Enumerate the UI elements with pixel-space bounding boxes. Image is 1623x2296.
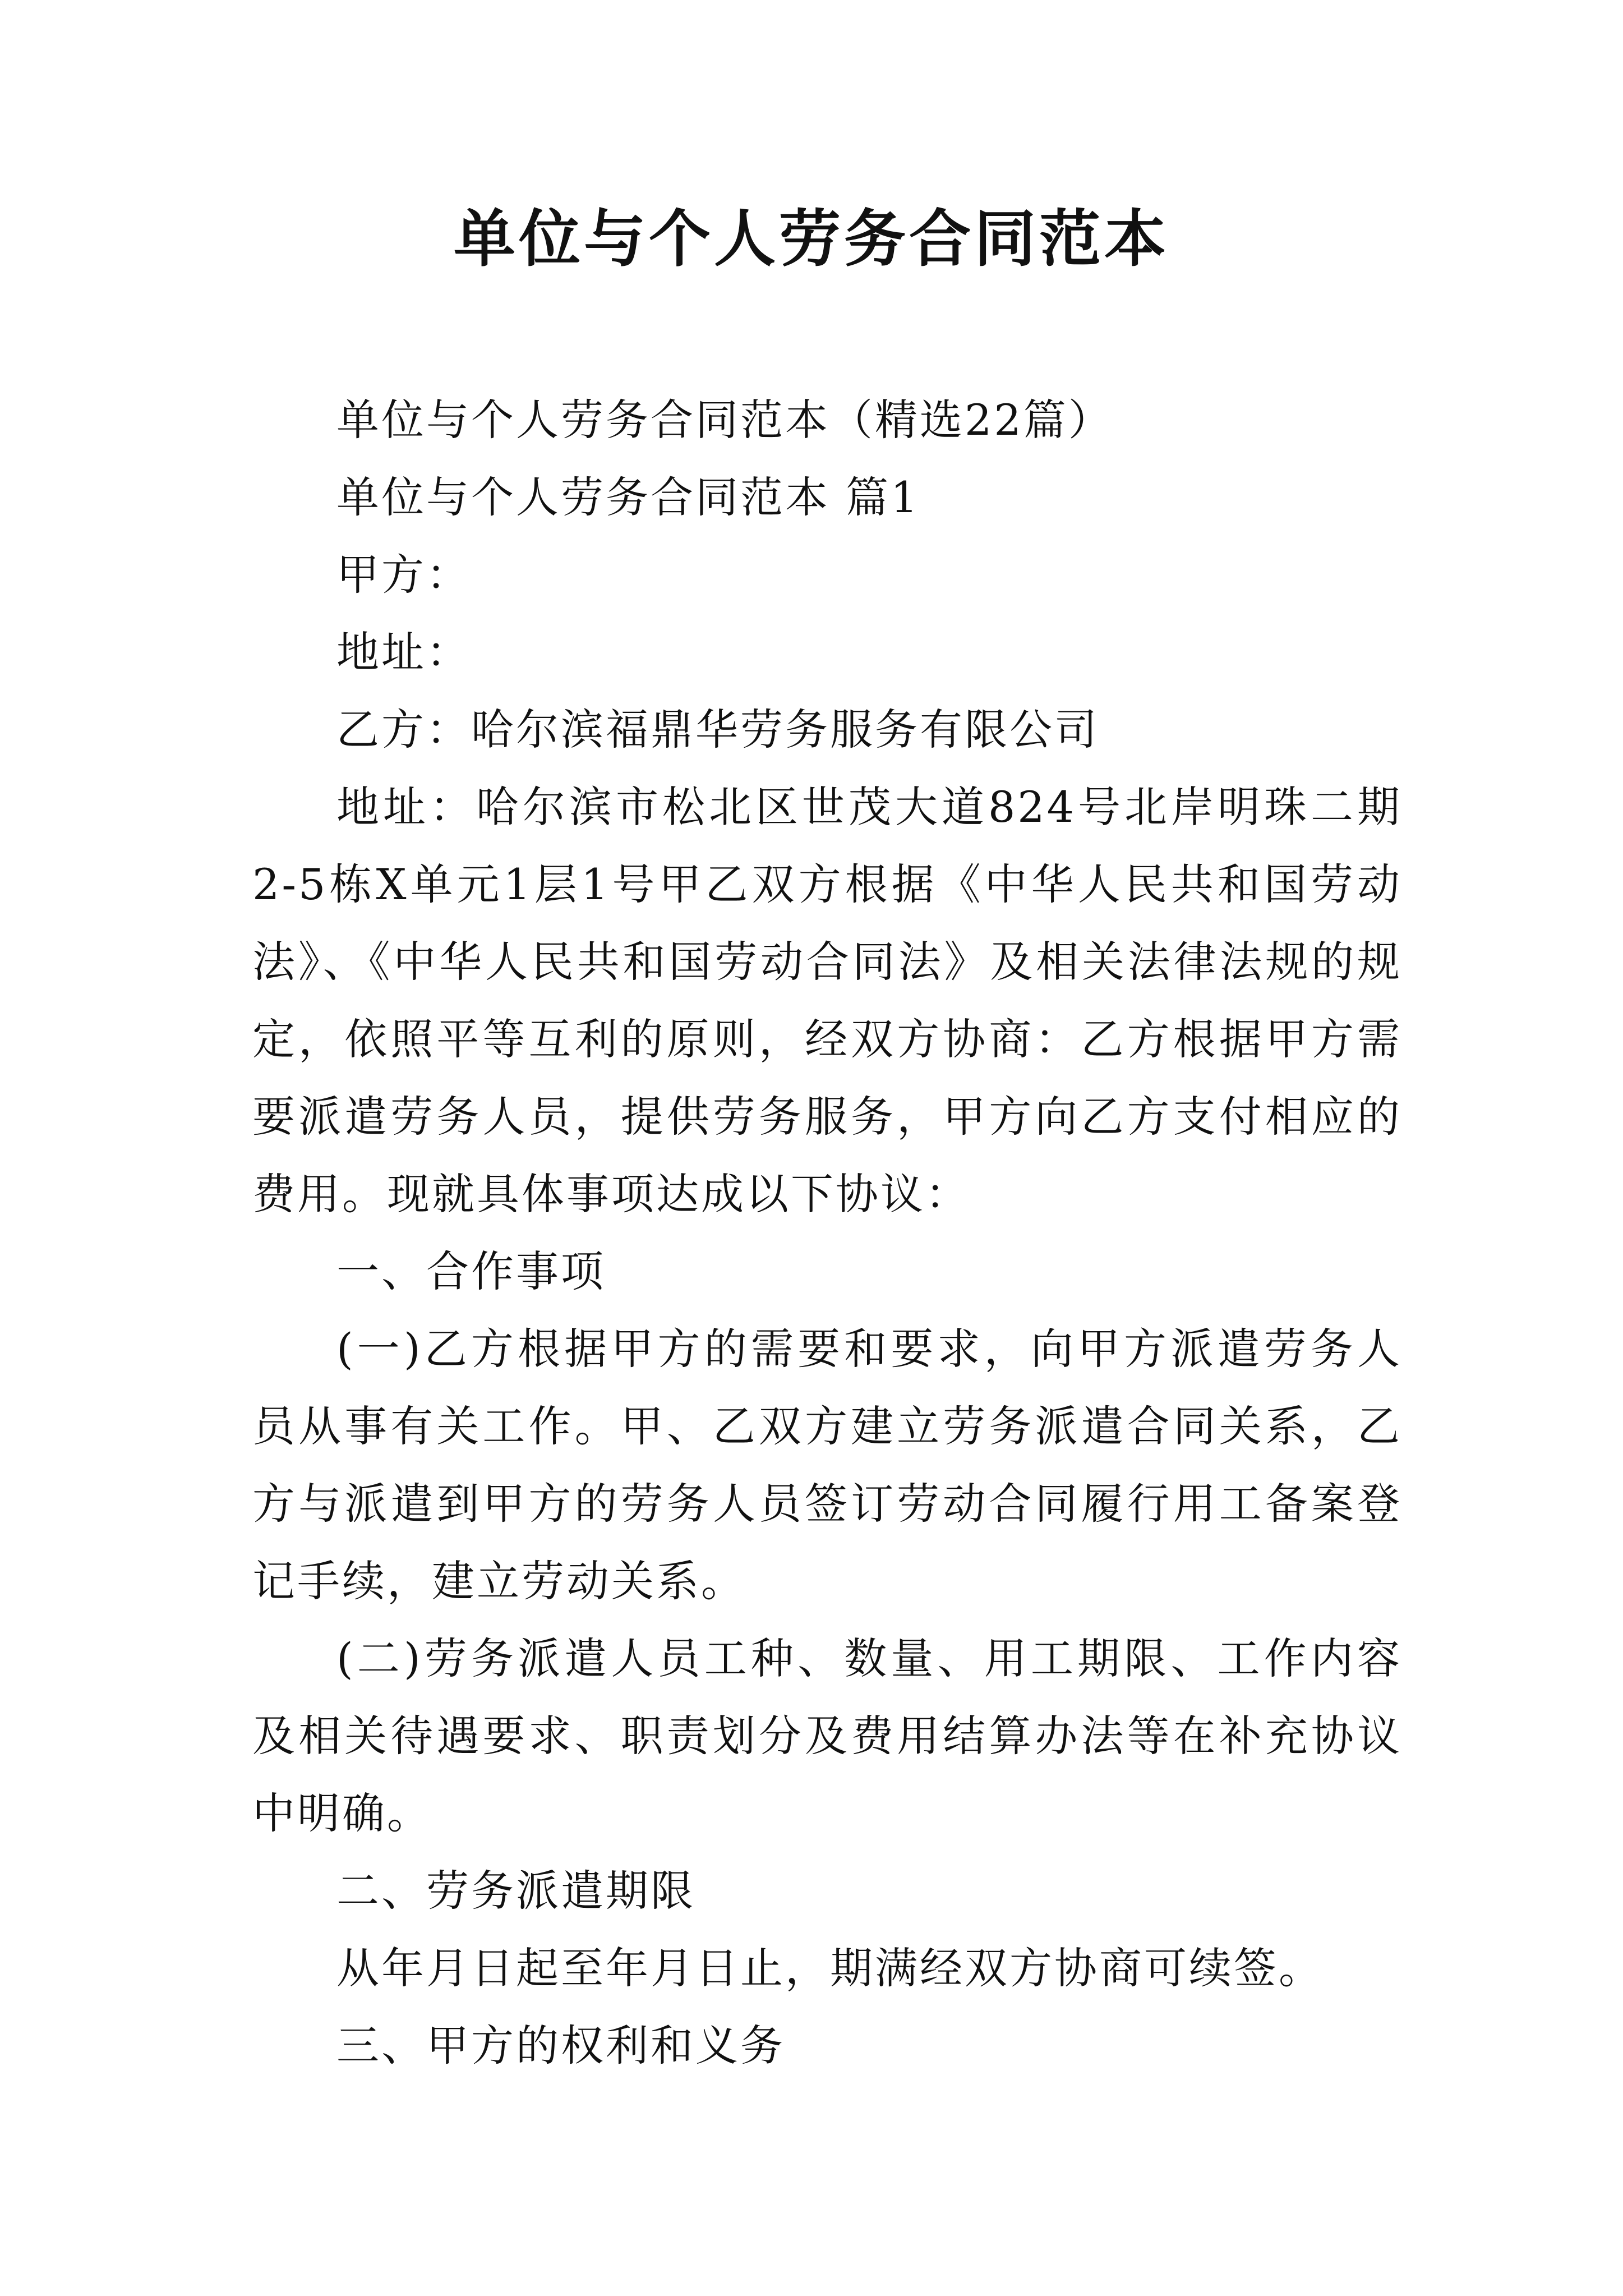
paragraph-section-heading: 单位与个人劳务合同范本 篇1 [336, 472, 920, 522]
paragraph-party-a-address: 地址： [336, 627, 471, 677]
paragraph-party-b-address: 地址：哈尔滨市松北区世茂大道824号北岸明珠二期2-5栋X单元1层1号甲乙双方根据《中华人民共和国劳动法》、《中华人民共和国劳动合同法》及相关法律法规的规定，依照平等互利的原则，经双方协商：乙方根据甲方需要派遣劳务人员，提供劳务服务，甲方向乙方支付相应的费用。现就具体事项达成以下协议： [252, 782, 1402, 1219]
paragraph-subtitle: 单位与个人劳务合同范本（精选22篇） [336, 395, 1113, 445]
document-body [252, 381, 1402, 2085]
paragraph-clause-3-heading: 三、甲方的权利和义务 [336, 2021, 785, 2070]
paragraph-party-a: 甲方： [336, 550, 471, 600]
page-title: 单位与个人劳务合同范本 [454, 203, 1169, 275]
paragraph-clause-1-1: (一)乙方根据甲方的需要和要求，向甲方派遣劳务人员从事有关工作。甲、乙双方建立劳务派遣合同关系，乙方与派遣到甲方的劳务人员签订劳动合同履行用工备案登记手续，建立劳动关系。 [252, 1324, 1402, 1606]
paragraph-party-b: 乙方：哈尔滨福鼎华劳务服务有限公司 [336, 705, 1099, 754]
paragraph-clause-2-term: 从年月日起至年月日止，期满经双方协商可续签。 [336, 1943, 1324, 1993]
paragraph-clause-1-2: (二)劳务派遣人员工种、数量、用工期限、工作内容及相关待遇要求、职责划分及费用结算办法等在补充协议中明确。 [252, 1634, 1402, 1838]
paragraph-clause-1-heading: 一、合作事项 [336, 1246, 606, 1296]
paragraph-clause-2-heading: 二、劳务派遣期限 [336, 1866, 695, 1916]
